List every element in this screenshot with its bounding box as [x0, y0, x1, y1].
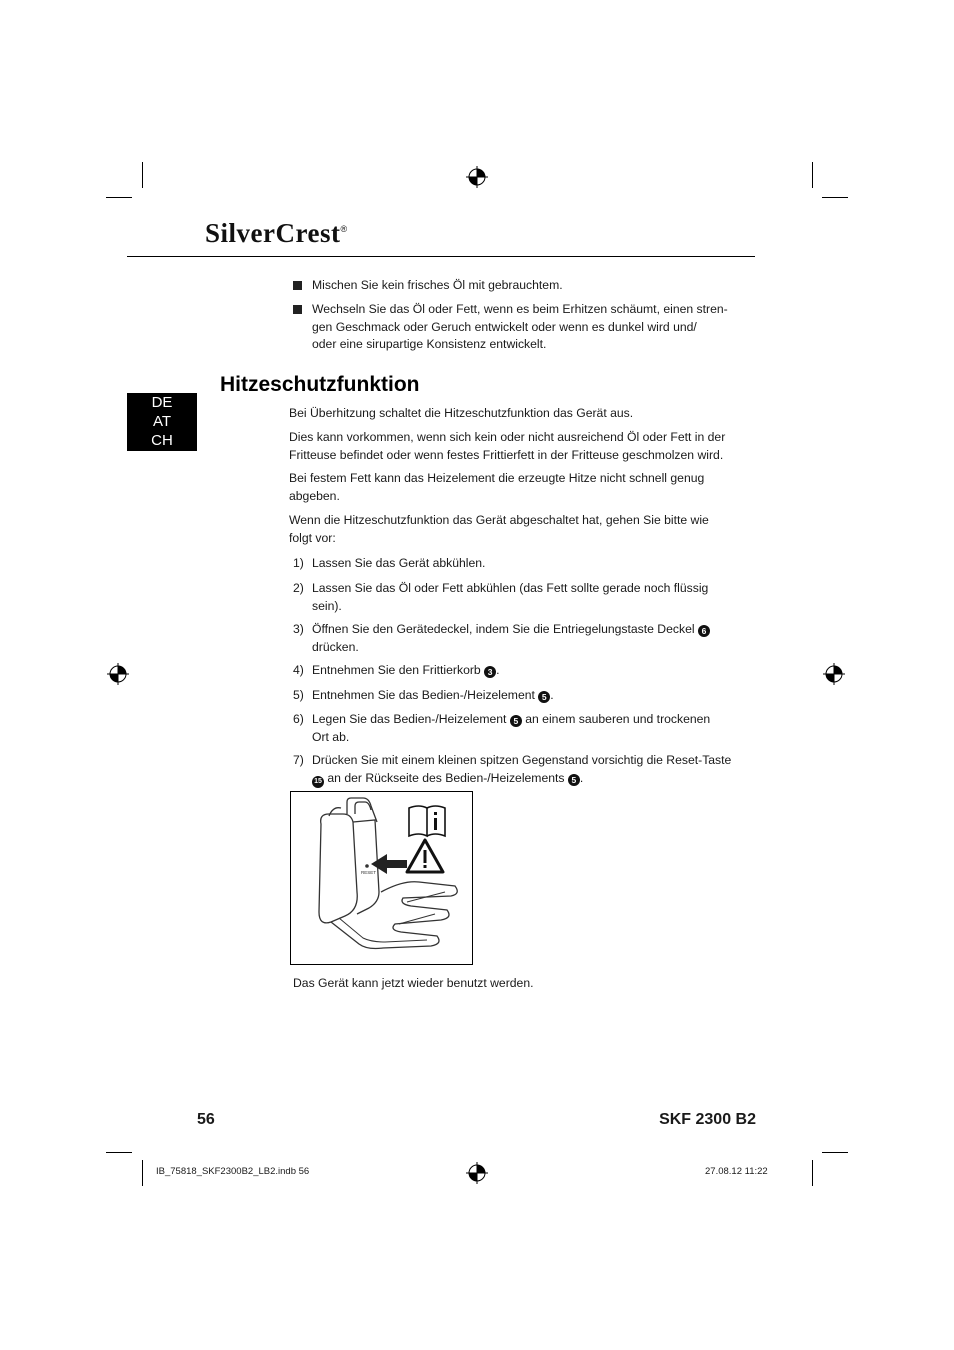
paragraph	[289, 429, 734, 464]
page-number: 56	[197, 1111, 215, 1128]
crop-mark	[142, 162, 143, 188]
paragraph	[289, 512, 734, 547]
bullet-text-line: gen Geschmack oder Geruch entwickelt oder wenn es dunkel wird und/	[312, 319, 697, 334]
step-item	[289, 662, 734, 680]
registration-mark-icon	[107, 663, 129, 685]
crop-mark	[142, 1160, 143, 1186]
step-text-end: an einem sauberen und trockenen	[525, 712, 711, 726]
step-text-end: .	[550, 688, 554, 702]
print-file-info: IB_75818_SKF2300B2_LB2.indb 56	[156, 1166, 310, 1177]
step-text-end: .	[579, 770, 584, 785]
step-text: Öffnen Sie den Gerätedeckel, indem Sie die Entriegelungstaste Deckel	[312, 622, 695, 636]
paragraph-line: Fritteuse befindet oder wenn festes Frittierfett in der Fritteuse geschmolzen wird.	[289, 447, 724, 462]
crop-mark	[106, 197, 132, 198]
step-number: 5)	[293, 688, 304, 702]
registration-mark-icon	[466, 1162, 488, 1184]
brand-logo: SilverCrest®	[205, 218, 348, 248]
manual-info-icon	[409, 806, 445, 836]
crop-mark	[812, 1160, 813, 1186]
step-text-line	[312, 621, 734, 639]
paragraph-line: abgeben.	[289, 488, 340, 503]
paragraph-line: Bei Überhitzung schaltet die Hitzeschutzfunktion das Gerät aus.	[289, 406, 634, 420]
paragraph-line: folgt vor:	[289, 530, 336, 545]
part-reference-badge: 5	[568, 774, 580, 786]
step-item	[289, 752, 734, 788]
part-reference-badge: 5	[510, 715, 522, 727]
header-rule	[127, 256, 755, 257]
lang-de: DE	[151, 394, 173, 411]
bullet-item	[293, 301, 733, 354]
step-number: 7)	[293, 753, 304, 767]
crop-mark	[812, 162, 813, 188]
reset-illustration	[290, 791, 473, 965]
step-number: 3)	[293, 622, 304, 636]
step-text-line	[312, 770, 734, 788]
section-heading: Hitzeschutzfunktion	[220, 373, 420, 396]
part-reference-badge: 5	[538, 691, 550, 703]
step-text: Lassen Sie das Öl oder Fett abkühlen (das Fett sollte gerade noch flüssig	[312, 581, 709, 595]
step-number: 1)	[293, 556, 304, 570]
part-reference-badge: 6	[698, 625, 710, 637]
step-text: sein).	[312, 598, 342, 613]
paragraph	[289, 405, 734, 423]
step-number: 2)	[293, 581, 304, 595]
step-number: 6)	[293, 712, 304, 726]
part-reference-badge: 15	[312, 776, 324, 788]
language-tab	[127, 393, 197, 451]
step-text: drücken.	[312, 639, 359, 654]
step-text: Entnehmen Sie das Bedien-/Heizelement	[312, 688, 535, 702]
bullet-text-line: Wechseln Sie das Öl oder Fett, wenn es beim Erhitzen schäumt, einen stren-	[312, 302, 728, 316]
crop-mark	[822, 1152, 848, 1153]
step-text: Drücken Sie mit einem kleinen spitzen Gegenstand vorsichtig die Reset-Taste	[312, 753, 732, 767]
closing-text: Das Gerät kann jetzt wieder benutzt werden.	[293, 976, 534, 990]
heating-element-drawing	[291, 792, 472, 964]
bullet-square-icon	[293, 281, 302, 290]
paragraph-line: Bei festem Fett kann das Heizelement die erzeugte Hitze nicht schnell genug	[289, 471, 705, 485]
step-item	[289, 687, 734, 705]
bullet-text-line: oder eine sirupartige Konsistenz entwickelt.	[312, 337, 547, 351]
bullet-text: Mischen Sie kein frisches Öl mit gebrauchtem.	[312, 278, 563, 292]
step-item	[289, 580, 734, 615]
warning-icon	[407, 840, 443, 872]
step-item	[289, 621, 734, 656]
lang-at: AT	[152, 413, 172, 430]
reset-label: RESET	[361, 870, 377, 875]
bullet-item	[293, 277, 733, 295]
registration-mark-icon	[466, 166, 488, 188]
step-text-line	[312, 711, 734, 729]
print-date: 27.08.12 11:22	[705, 1166, 768, 1177]
crop-mark	[822, 197, 848, 198]
step-text: an der Rückseite des Bedien-/Heizelements	[327, 770, 565, 785]
step-text-line	[312, 662, 734, 680]
step-text: Lassen Sie das Gerät abkühlen.	[312, 556, 486, 570]
step-text: Entnehmen Sie den Frittierkorb	[312, 663, 481, 677]
registration-mark-icon	[823, 663, 845, 685]
step-text-line	[312, 687, 734, 705]
paragraph-line: Wenn die Hitzeschutzfunktion das Gerät abgeschaltet hat, gehen Sie bitte wie	[289, 513, 709, 527]
paragraph	[289, 470, 734, 505]
bullet-square-icon	[293, 305, 302, 314]
step-text: Legen Sie das Bedien-/Heizelement	[312, 712, 507, 726]
step-item	[289, 555, 734, 573]
model-number: SKF 2300 B2	[659, 1111, 756, 1128]
paragraph-line: Dies kann vorkommen, wenn sich kein oder nicht ausreichend Öl oder Fett in der	[289, 430, 726, 444]
step-number: 4)	[293, 663, 304, 677]
lang-ch: CH	[151, 432, 173, 449]
crop-mark	[106, 1152, 132, 1153]
step-item	[289, 711, 734, 746]
step-text: Ort ab.	[312, 729, 350, 744]
part-reference-badge: 3	[484, 666, 496, 678]
step-text-end: .	[496, 663, 500, 677]
